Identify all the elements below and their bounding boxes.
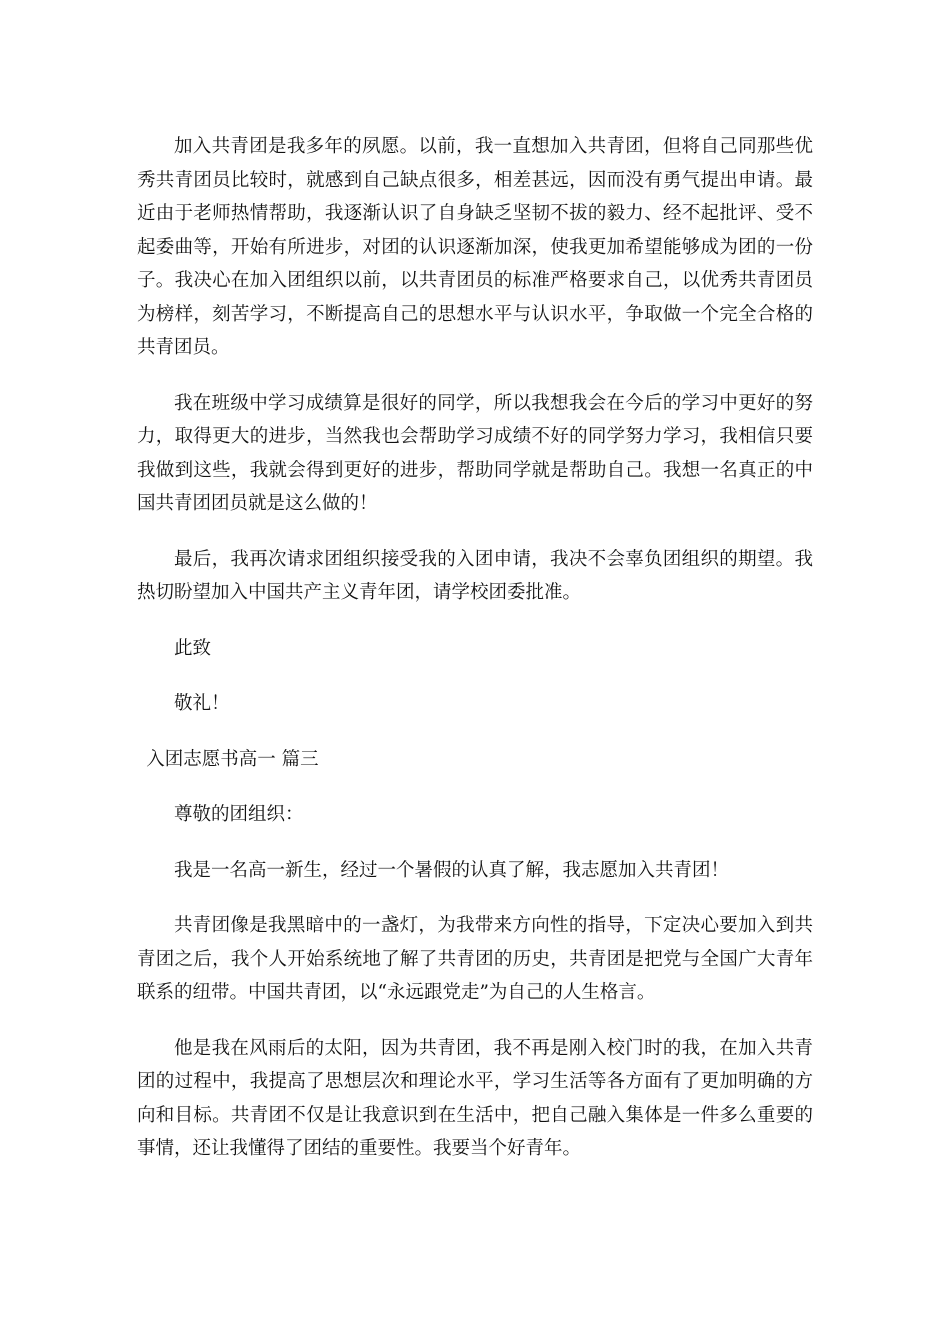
paragraph-request: 最后，我再次请求团组织接受我的入团申请，我决不会辜负团组织的期望。我热切盼望加入中国共产主义青年团，请学校团委批准。	[137, 548, 813, 603]
paragraph-lamp: 共青团像是我黑暗中的一盏灯，为我带来方向性的指导，下定决心要加入到共青团之后，我个人开始系统地了解了共青团的历史，共青团是把党与全国广大青年联系的纽带。中国共青团，以“永远跟党走”为自己的人生格言。	[137, 915, 813, 1003]
section-title: 入团志愿书高一 篇三	[146, 748, 319, 770]
document-body	[137, 130, 813, 1188]
salutation: 尊敬的团组织：	[174, 804, 304, 825]
paragraph-aspiration: 加入共青团是我多年的夙愿。以前，我一直想加入共青团，但将自己同那些优秀共青团员比较时，就感到自己缺点很多，相差甚远，因而没有勇气提出申请。最近由于老师热情帮助，我逐渐认识了自身缺乏坚韧不拔的毅力、经不起批评、受不起委曲等，开始有所进步，对团的认识逐渐加深，使我更加希望能够成为团的一份子。我决心在加入团组织以前，以共青团员的标准严格要求自己，以优秀共青团员为榜样，刻苦学习，不断提高自己的思想水平与认识水平，争取做一个完全合格的共青团员。	[137, 136, 813, 358]
paragraph-study: 我在班级中学习成绩算是很好的同学，所以我想我会在今后的学习中更好的努力，取得更大的进步，当然我也会帮助学习成绩不好的同学努力学习，我相信只要我做到这些，我就会得到更好的进步，帮助同学就是帮助自己。我想一名真正的中国共青团团员就是这么做的！	[137, 392, 813, 514]
paragraph-intro: 我是一名高一新生，经过一个暑假的认真了解，我志愿加入共青团！	[174, 859, 730, 881]
closing-cizhi: 此致	[174, 637, 212, 659]
closing-jingli: 敬礼！	[174, 693, 230, 714]
paragraph-sun: 他是我在风雨后的太阳，因为共青团，我不再是刚入校门时的我，在加入共青团的过程中，我提高了思想层次和理论水平，学习生活等各方面有了更加明确的方向和目标。共青团不仅是让我意识到在生活中，把自己融入集体是一件多么重要的事情，还让我懂得了团结的重要性。我要当个好青年。	[137, 1037, 813, 1159]
